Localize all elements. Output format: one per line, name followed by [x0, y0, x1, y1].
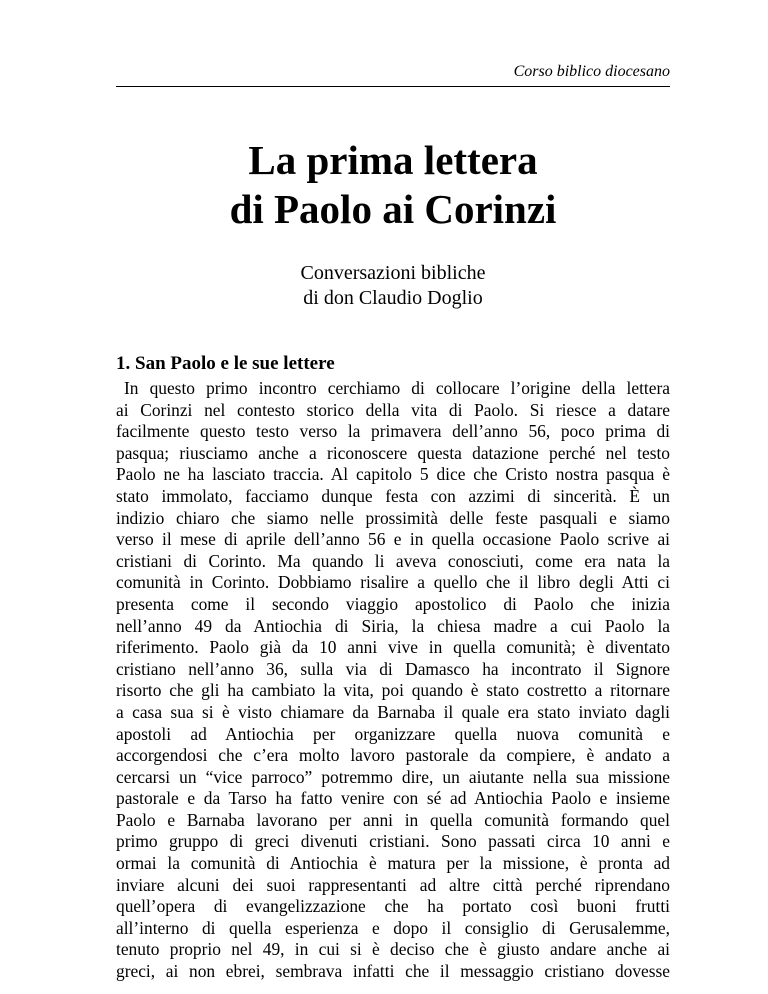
body-line: inviare alcuni dei suoi rappresentanti ad altre città perché riprendano: [116, 874, 670, 895]
body-line: tenuto proprio nel 49, in cui si è deciso che è giusto andare anche ai: [116, 939, 670, 960]
body-line: indizio chiaro che siamo nelle prossimità delle feste pasquali e siamo: [116, 507, 670, 528]
body-line: Paolo e Barnaba lavorano per anni in quella comunità formando quel: [116, 809, 670, 830]
body-line: riferimento. Paolo già da 10 anni vive in quella comunità; è diventato: [116, 637, 670, 658]
body-line: cristiani di Corinto. Ma quando li aveva conosciuti, come era nata la: [116, 550, 670, 571]
body-line: greci, ai non ebrei, sembrava infatti che il messaggio cristiano dovesse: [116, 961, 670, 982]
body-line: quell’opera di evangelizzazione che ha portato così buoni frutti: [116, 896, 670, 917]
body-line: all’interno di quella esperienza e dopo il consiglio di Gerusalemme,: [116, 917, 670, 938]
section-heading: 1. San Paolo e le sue lettere: [116, 353, 335, 374]
body-line: nell’anno 49 da Antiochia di Siria, la chiesa madre a cui Paolo la: [116, 615, 670, 636]
body-line: a casa sua si è visto chiamare da Barnaba il quale era stato inviato dagli: [116, 701, 670, 722]
body-line: apostoli ad Antiochia per organizzare quella nuova comunità e: [116, 723, 670, 744]
body-line: accorgendosi che c’era molto lavoro pastorale da compiere, è andato a: [116, 745, 670, 766]
body-line: In questo primo incontro cerchiamo di collocare l’origine della lettera: [124, 378, 670, 398]
title-line-2: di Paolo ai Corinzi: [229, 186, 557, 232]
running-header: Corso biblico diocesano: [513, 63, 670, 80]
body-line: cercarsi un “vice parroco” potremmo dire, un aiutante nella sua missione: [116, 766, 670, 787]
body-line: ormai la comunità di Antiochia è matura per la missione, è pronta ad: [116, 853, 670, 874]
body-line: ai Corinzi nel contesto storico della vita di Paolo. Si riesce a datare: [116, 399, 670, 420]
body-line: Paolo ne ha lasciato traccia. Al capitolo 5 dice che Cristo nostra pasqua è: [116, 464, 670, 485]
body-line: facilmente questo testo verso la primavera dell’anno 56, poco prima di: [116, 421, 670, 442]
body-line: pasqua; riusciamo anche a riconoscere questa datazione perché nel testo: [116, 442, 670, 463]
body-line: pastorale e da Tarso ha fatto venire con sé ad Antiochia Paolo e insieme: [116, 788, 670, 809]
body-line: cristiano nell’anno 36, sulla via di Damasco ha incontrato il Signore: [116, 658, 670, 679]
body-line: presenta come il secondo viaggio apostolico di Paolo che inizia: [116, 593, 670, 614]
body-line: stato immolato, facciamo dunque festa con azzimi di sincerità. È un: [116, 485, 670, 506]
body-line: comunità in Corinto. Dobbiamo risalire a quello che il libro degli Atti ci: [116, 572, 670, 593]
body-paragraph: [116, 378, 670, 983]
title-line-1: La prima lettera: [248, 137, 538, 183]
subtitle: [116, 261, 670, 311]
body-line: verso il mese di aprile dell’anno 56 e in quella occasione Paolo scrive ai: [116, 529, 670, 550]
subtitle-line-1: Conversazioni bibliche: [300, 262, 486, 284]
subtitle-line-2: di don Claudio Doglio: [303, 287, 483, 309]
page-title: [116, 136, 670, 234]
body-line: risorto che gli ha cambiato la vita, poi quando è stato costretto a ritornare: [116, 680, 670, 701]
header-rule: [116, 86, 670, 87]
body-line: primo gruppo di greci divenuti cristiani. Sono passati circa 10 anni e: [116, 831, 670, 852]
